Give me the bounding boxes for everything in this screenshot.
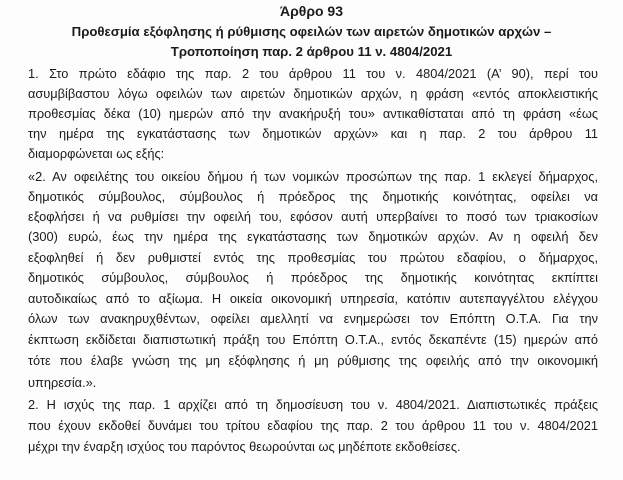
body-line: υπηρεσία.». — [28, 375, 97, 390]
body-line: 1. Στο πρώτο εδάφιο της παρ. 2 του άρθρου 11 του ν. 4804/2021 (Α’ 90), περί του — [28, 66, 598, 81]
body-line: την ημέρα της εγκατάστασης των δημοτικών αρχών» και η παρ. 2 του άρθρου 11 — [28, 126, 598, 141]
body-line: εξοφληθεί ή δεν ρυθμιστεί εντός της προθεσμίας του πρώτου εδαφίου, ο δήμαρχος, — [28, 250, 598, 265]
body-line: ασυμβίβαστου λόγω οφειλών των αιρετών δημοτικών αρχών, η φράση «εντός αποκλειστικής — [28, 86, 598, 101]
body-line: αυτοδικαίως από το αξίωμα. Η οικεία οικονομική υπηρεσία, κατόπιν αυτεπαγγέλτου ελέγχου — [28, 291, 598, 306]
body-line: (300) ευρώ, έως την ημέρα της εγκατάστασης των δημοτικών αρχών. Αν η οφειλή δεν — [28, 229, 598, 244]
article-heading-line-2: Τροποποίηση παρ. 2 άρθρου 11 ν. 4804/2021 — [170, 44, 453, 59]
body-line: προθεσμίας δέκα (10) ημερών από την ανακήρυξή του» αντικαθίσταται από τη φράση «έως — [28, 106, 598, 121]
body-line: εξοφλήσει ή να ρυθμίσει την οφειλή του, εφόσον αυτή υπερβαίνει το ποσό των τριακοσίων — [28, 209, 598, 224]
body-line: μέχρι την έναρξη ισχύος του παρόντος θεωρούνται ως μηδέποτε εκδοθείσες. — [28, 439, 461, 454]
body-line: όλων των ανακηρυχθέντων, οφείλει αμελλητί να ενημερώσει τον Επόπτη Ο.Τ.Α. Για την — [28, 311, 598, 326]
body-line: που έχουν εκδοθεί δυνάμει του τρίτου εδαφίου της παρ. 2 του άρθρου 11 του ν. 4804/2021 — [28, 418, 598, 433]
body-line: διαμορφώνεται ως εξής: — [28, 146, 165, 161]
body-line: τότε που έλαβε γνώση της μη εξόφλησης ή μη ρύθμισης της οφειλής από την οικονομική — [28, 353, 598, 368]
body-line: δημοτικός σύμβουλος, σύμβουλος ή πρόεδρος της δημοτικής κοινότητας εκπίπτει — [28, 270, 598, 285]
body-line: δημοτικός σύμβουλος, σύμβουλος ή πρόεδρος της δημοτικής κοινότητας, οφείλει να — [28, 189, 598, 204]
body-line: 2. Η ισχύς της παρ. 1 αρχίζει από τη δημοσίευση του ν. 4804/2021. Διαπιστωτικές πράξεις — [28, 397, 598, 412]
article-title: Άρθρο 93 — [279, 3, 343, 19]
article-heading-line-1: Προθεσμία εξόφλησης ή ρύθμισης οφειλών των αιρετών δημοτικών αρχών – — [71, 24, 552, 39]
body-line: «2. Αν οφειλέτης του οικείου δήμου ή των νομικών προσώπων της παρ. 1 εκλεγεί δήμαρχος, — [28, 169, 598, 184]
body-line: έκπτωση εκδίδεται διαπιστωτική πράξη του Επόπτη Ο.Τ.Α., εντός δεκαπέντε (15) ημερών από — [28, 332, 598, 347]
